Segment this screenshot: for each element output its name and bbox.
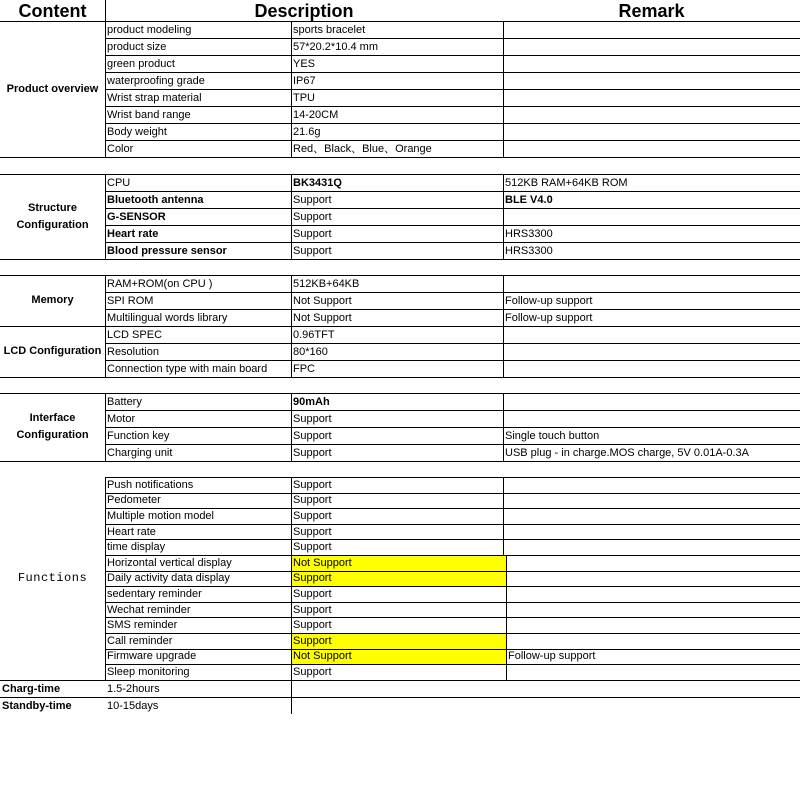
row-remark: Follow-up support <box>505 311 593 324</box>
row-description: Support <box>291 571 506 587</box>
grid-line-v <box>291 21 292 157</box>
grid-line-h <box>105 89 800 90</box>
grid-line-v <box>503 275 504 326</box>
row-remark <box>506 539 800 555</box>
row-content: waterproofing grade <box>107 74 205 87</box>
row-content: CPU <box>107 176 131 189</box>
column-header-remark: Remark <box>618 0 685 21</box>
row-remark <box>503 55 800 72</box>
row-remark: USB plug - in charge.MOS charge, 5V 0.01A-0.3A <box>505 446 749 459</box>
row-content: Push notifications <box>107 478 194 491</box>
row-remark <box>503 89 800 106</box>
row-description: Support <box>293 509 332 522</box>
grid-line-h <box>105 242 800 243</box>
grid-line-h <box>105 524 800 525</box>
row-description: 90mAh <box>293 395 330 408</box>
section-title: Product overview <box>6 82 99 95</box>
row-description: Red、Black、Blue、Orange <box>293 142 432 155</box>
row-content: product size <box>107 40 167 53</box>
row-description: 21.6g <box>293 125 321 138</box>
row-description: BK3431Q <box>293 176 342 189</box>
row-remark: Single touch button <box>505 429 600 442</box>
section-title: Structure Configuration <box>16 201 89 231</box>
row-description: Support <box>291 633 506 649</box>
grid-line-v <box>105 393 106 461</box>
grid-line-h <box>105 555 800 556</box>
row-description: Support <box>293 244 332 257</box>
grid-line-h <box>105 427 800 428</box>
row-description: 57*20.2*10.4 mm <box>293 40 378 53</box>
footer-label: Charg-time <box>2 682 61 695</box>
row-remark <box>503 123 800 140</box>
row-remark <box>506 617 800 633</box>
row-content: Horizontal vertical display <box>107 556 232 569</box>
grid-line-v <box>503 326 504 377</box>
row-remark: Follow-up support <box>505 294 593 307</box>
row-remark <box>506 571 800 587</box>
row-content: Heart rate <box>107 525 156 538</box>
grid-line-h <box>105 586 800 587</box>
footer-label: Standby-time <box>2 699 72 712</box>
row-description: FPC <box>293 362 315 375</box>
row-content: green product <box>107 57 175 70</box>
row-description: Support <box>293 478 332 491</box>
row-content: Pedometer <box>107 494 161 507</box>
row-content: G-SENSOR <box>107 210 166 223</box>
grid-line-v <box>503 393 504 461</box>
row-remark <box>503 410 800 427</box>
grid-line-h <box>105 493 800 494</box>
row-description: Support <box>293 227 332 240</box>
section-title: Memory <box>31 294 74 306</box>
row-content: Multiple motion model <box>107 509 214 522</box>
grid-line-h <box>105 617 800 618</box>
grid-line-h <box>0 461 800 462</box>
row-content: sedentary reminder <box>107 587 202 600</box>
row-remark: HRS3300 <box>505 227 553 240</box>
row-description: Not Support <box>291 555 506 571</box>
row-description: Support <box>293 665 332 678</box>
row-content: Firmware upgrade <box>107 650 197 663</box>
row-remark <box>506 664 800 680</box>
grid-line-h <box>105 292 800 293</box>
row-remark <box>506 633 800 649</box>
row-content: Call reminder <box>107 634 173 647</box>
row-remark <box>503 360 800 377</box>
grid-line-h <box>105 633 800 634</box>
row-remark <box>506 555 800 571</box>
section-title: Functions <box>17 570 88 585</box>
row-remark <box>503 38 800 55</box>
row-content: Motor <box>107 412 136 425</box>
grid-line-h <box>0 326 800 327</box>
grid-line-h <box>105 508 800 509</box>
row-content: time display <box>107 541 166 554</box>
grid-line-h <box>105 72 800 73</box>
row-remark <box>506 586 800 602</box>
grid-line-v <box>291 174 292 259</box>
row-description: Support <box>293 446 332 459</box>
column-header-content: Content <box>18 0 87 21</box>
grid-line-v <box>503 477 504 555</box>
grid-line-h <box>0 377 800 378</box>
row-content: Charging unit <box>107 446 173 459</box>
row-description: 0.96TFT <box>293 328 335 341</box>
row-remark <box>503 275 800 292</box>
grid-line-v <box>291 680 292 714</box>
row-content: Wrist strap material <box>107 91 202 104</box>
grid-line-h <box>105 444 800 445</box>
row-remark <box>503 72 800 89</box>
grid-line-v <box>105 275 106 326</box>
grid-line-h <box>105 123 800 124</box>
row-description: Support <box>293 587 332 600</box>
row-content: Function key <box>107 429 170 442</box>
row-description: Support <box>293 193 332 206</box>
grid-line-h <box>0 697 800 698</box>
grid-line-h <box>105 309 800 310</box>
row-remark <box>503 21 800 38</box>
row-remark <box>506 602 800 618</box>
row-description: 80*160 <box>293 345 328 358</box>
footer-value: 10-15days <box>107 699 159 712</box>
row-content: product modeling <box>107 23 192 36</box>
row-description: Support <box>293 429 332 442</box>
row-description: Support <box>293 525 332 538</box>
row-content: SPI ROM <box>107 294 154 307</box>
row-description: Support <box>293 412 332 425</box>
grid-line-h <box>0 259 800 260</box>
row-remark <box>503 208 800 225</box>
row-content: LCD SPEC <box>107 328 163 341</box>
row-remark <box>503 393 800 410</box>
row-description: Support <box>293 210 332 223</box>
row-content: Resolution <box>107 345 159 358</box>
grid-line-v <box>506 555 507 680</box>
row-description: Support <box>293 541 332 554</box>
grid-line-h <box>105 225 800 226</box>
grid-line-h <box>105 208 800 209</box>
row-content: Bluetooth antenna <box>107 193 204 206</box>
grid-line-h <box>105 477 800 478</box>
row-description: sports bracelet <box>293 23 366 36</box>
row-description: YES <box>293 57 316 70</box>
grid-line-h <box>105 343 800 344</box>
grid-line-h <box>0 275 800 276</box>
grid-line-v <box>503 174 504 259</box>
row-description: Support <box>293 603 332 616</box>
row-remark: 512KB RAM+64KB ROM <box>505 176 628 189</box>
grid-line-h <box>0 393 800 394</box>
row-content: Heart rate <box>107 227 159 240</box>
row-content: Wechat reminder <box>107 603 191 616</box>
row-content: Battery <box>107 395 142 408</box>
grid-line-h <box>105 410 800 411</box>
grid-line-v <box>291 275 292 326</box>
grid-line-h <box>105 664 800 665</box>
row-description: Support <box>293 619 332 632</box>
row-content: Daily activity data display <box>107 572 230 585</box>
row-remark <box>506 524 800 540</box>
grid-line-h <box>105 106 800 107</box>
grid-line-v <box>105 174 106 259</box>
grid-line-v <box>291 393 292 461</box>
row-content: Body weight <box>107 125 167 138</box>
row-content: RAM+ROM(on CPU ) <box>107 277 213 290</box>
row-description: IP67 <box>293 74 316 87</box>
grid-line-h <box>105 539 800 540</box>
row-content: Multilingual words library <box>107 311 228 324</box>
row-description: 512KB+64KB <box>293 277 360 290</box>
row-remark <box>503 140 800 157</box>
grid-line-v <box>503 21 504 157</box>
section-title: LCD Configuration <box>3 345 102 357</box>
row-remark <box>506 477 800 493</box>
row-description: TPU <box>293 91 315 104</box>
row-content: Blood pressure sensor <box>107 244 227 257</box>
row-content: SMS reminder <box>107 619 178 632</box>
row-content: Color <box>107 142 134 155</box>
row-remark: BLE V4.0 <box>505 193 553 206</box>
grid-line-v <box>105 0 106 21</box>
section-title: Interface Configuration <box>16 412 89 441</box>
grid-line-h <box>105 649 800 650</box>
grid-line-h <box>105 571 800 572</box>
grid-line-v <box>291 326 292 377</box>
grid-line-h <box>105 602 800 603</box>
row-description: Support <box>293 494 332 507</box>
grid-line-v <box>291 477 292 680</box>
row-remark <box>503 343 800 360</box>
grid-line-v <box>105 326 106 377</box>
grid-line-h <box>105 140 800 141</box>
row-content: Connection type with main board <box>107 362 268 375</box>
row-content: Sleep monitoring <box>107 665 190 678</box>
row-remark <box>506 508 800 524</box>
row-remark <box>503 326 800 343</box>
grid-line-h <box>0 174 800 175</box>
row-remark <box>506 493 800 509</box>
row-remark: HRS3300 <box>505 244 553 257</box>
footer-value: 1.5-2hours <box>107 682 160 695</box>
row-content: Wrist band range <box>107 108 191 121</box>
row-description: 14-20CM <box>293 108 339 121</box>
row-remark <box>503 106 800 123</box>
grid-line-h <box>105 55 800 56</box>
grid-line-h <box>0 21 800 22</box>
grid-line-h <box>0 157 800 158</box>
row-description: Not Support <box>291 649 506 665</box>
grid-line-h <box>105 191 800 192</box>
grid-line-h <box>105 360 800 361</box>
row-description: Not Support <box>293 311 352 324</box>
row-remark: Follow-up support <box>508 650 596 663</box>
grid-line-h <box>105 38 800 39</box>
row-description: Not Support <box>293 294 352 307</box>
grid-line-v <box>105 477 106 680</box>
column-header-description: Description <box>254 0 354 21</box>
grid-line-v <box>105 21 106 157</box>
